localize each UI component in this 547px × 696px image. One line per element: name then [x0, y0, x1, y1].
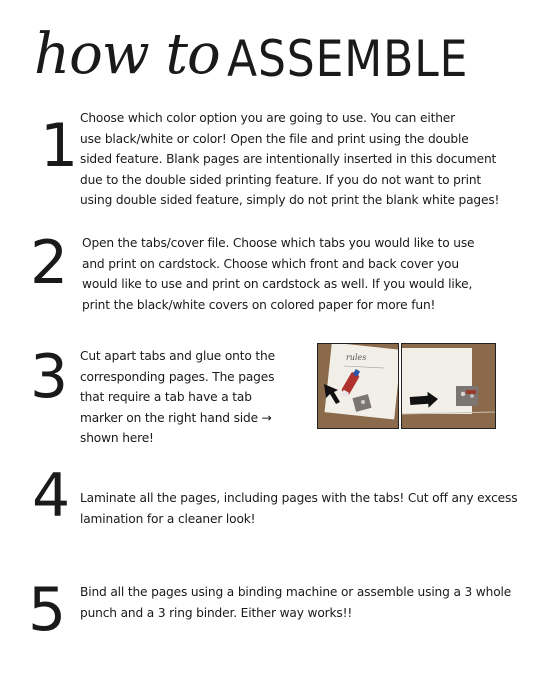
step-number: 5	[28, 575, 67, 645]
tab-marker-photo	[401, 343, 496, 429]
step-number: 4	[32, 461, 71, 531]
title-caps: ASSEMBLE	[227, 30, 469, 88]
tab-glue-photo	[317, 343, 399, 429]
step-text: Laminate all the pages, including pages with the tabs! Cut off any excess lamination for a cleaner look!	[80, 491, 518, 526]
step-text: Bind all the pages using a binding machine or assemble using a 3 whole punch and a 3 ring binder. Either way works!!	[80, 585, 512, 620]
photo-handwriting: rules	[346, 353, 367, 362]
step-number: 3	[30, 342, 69, 412]
step-number: 2	[30, 228, 69, 298]
step-number: 1	[40, 111, 79, 181]
step-text: Choose which color option you are going to use. You can either use black/white or color! Open the file and print using the double sided feature. Blank pages are intentionally inserted in this document due to the double sided printing feature. If you do not want to print using double sided feature, simply do not print the blank white pages!	[80, 111, 500, 208]
title-script: how to	[34, 22, 220, 87]
step-text: Open the tabs/cover file. Choose which tabs you would like to use and print on cardstock. Choose which front and back cover you would like to use and print on cardstock as well. If you would like, print the black/white covers on colored paper for more fun!	[82, 236, 475, 312]
step-text: Cut apart tabs and glue onto the corresponding pages. The pages that require a tab have a tab marker on the right hand side → shown here!	[80, 349, 275, 446]
page-title	[22, 14, 522, 104]
